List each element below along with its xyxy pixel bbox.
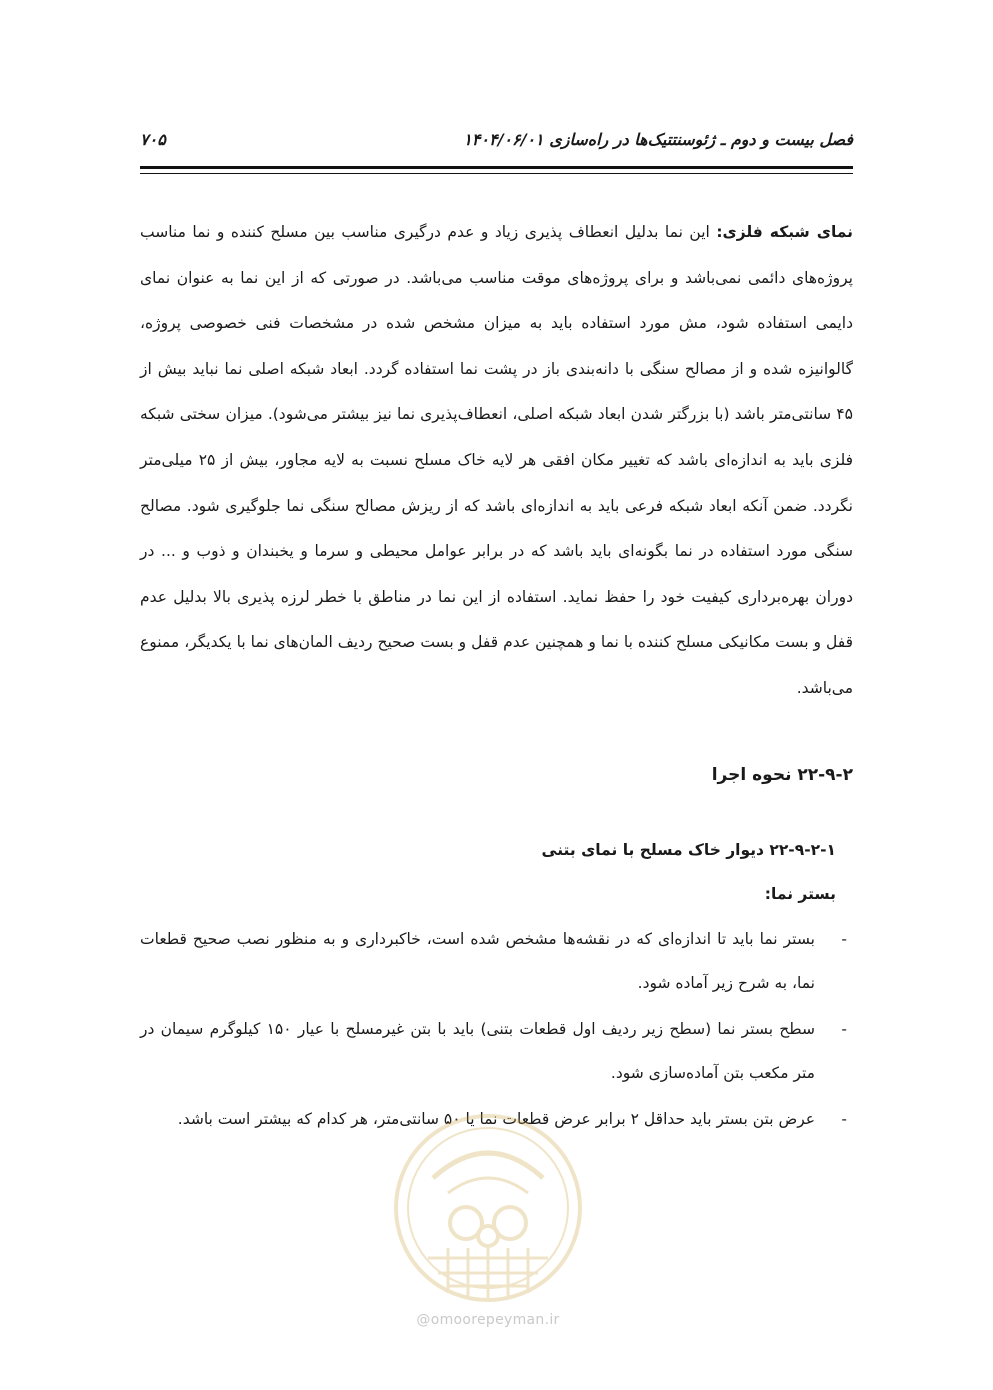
list-item (140, 917, 853, 1005)
bullet-text: بستر نما باید تا اندازه‌ای که در نقشه‌ها مشخص شده است، خاکبرداری و به منظور نصب صحیح قطعات نما، به شرح زیر آماده شود. (140, 930, 815, 992)
section-heading: ۲۲-۹-۲ نحوه اجرا (711, 765, 853, 785)
header-rule-thick (140, 166, 853, 169)
subsection-label: بستر نما: (764, 885, 836, 903)
intro-paragraph (140, 210, 853, 712)
bullet-dash: - (841, 1110, 847, 1128)
list-item (140, 1007, 853, 1095)
bullet-dash: - (841, 930, 847, 948)
bullet-text: عرض بتن بستر باید حداقل ۲ برابر عرض قطعات نما یا ۵۰ سانتی‌متر، هر کدام که بیشتر است باشد. (177, 1110, 815, 1128)
bullet-dash: - (841, 1020, 847, 1038)
header-rule-thin (140, 173, 853, 174)
chapter-title: فصل بیست و دوم ـ ژئوسنتتیک‌ها در راه‌سازی ۱۴۰۴/۰۶/۰۱ (463, 130, 853, 149)
bullet-text: سطح بستر نما (سطح زیر ردیف اول قطعات بتنی) باید با بتن غیرمسلح با عیار ۱۵۰ کیلوگرم سیمان در متر مکعب بتن آماده‌سازی شود. (140, 1020, 815, 1082)
subsection-heading: ۲۲-۹-۲-۱ دیوار خاک مسلح با نمای بتنی (541, 841, 836, 859)
watermark-caption: @omoorepeyman.ir (416, 1312, 560, 1328)
intro-text: این نما بدلیل انعطاف پذیری زیاد و عدم درگیری مناسب بین مسلح کننده و نما مناسب پروژه‌های دائمی نمی‌باشد و برای پروژه‌های موقت مناسب می‌باشد. در صورتی که از این نما به عنوان نمای دایمی استفاده شود، مش مورد استفاده باید به میزان مشخص شده در مشخصات فنی خصوصی پروژه، گالوانیزه شده و از مصالح سنگی با دانه‌بندی باز در پشت نما استفاده گردد. ابعاد شبکه اصلی نما نباید بیش از ۴۵ سانتی‌متر باشد (با بزرگتر شدن ابعاد شبکه اصلی، انعطاف‌پذیری نما نیز بیشتر می‌شود). میزان سختی شبکه فلزی باید به اندازه‌ای باشد که تغییر مکان افقی هر لایه خاک مسلح نسبت به لایه مجاور، بیش از ۲۵ میلی‌متر نگردد. ضمن آنکه ابعاد شبکه فرعی باید به اندازه‌ای باشد که از ریزش مصالح سنگی نما جلوگیری شود. مصالح سنگی مورد استفاده در نما بگونه‌ای باید باشد که در برابر عوامل محیطی و سرما و یخبندان و ذوب و ... در دوران بهره‌برداری کیفیت خود را حفظ نماید. استفاده از این نما در مناطق با خطر لرزه پذیری بالا بدلیل عدم قفل و بست مکانیکی مسلح کننده با نما و همچنین عدم قفل و بست صحیح ردیف المان‌های نما با یکدیگر، ممنوع می‌باشد. (140, 223, 853, 697)
lead-term: نمای شبکه فلزی: (716, 223, 853, 241)
page-header (140, 124, 853, 156)
watermark-seal-icon (388, 1108, 588, 1308)
page-number: ۷۰۵ (140, 130, 166, 149)
